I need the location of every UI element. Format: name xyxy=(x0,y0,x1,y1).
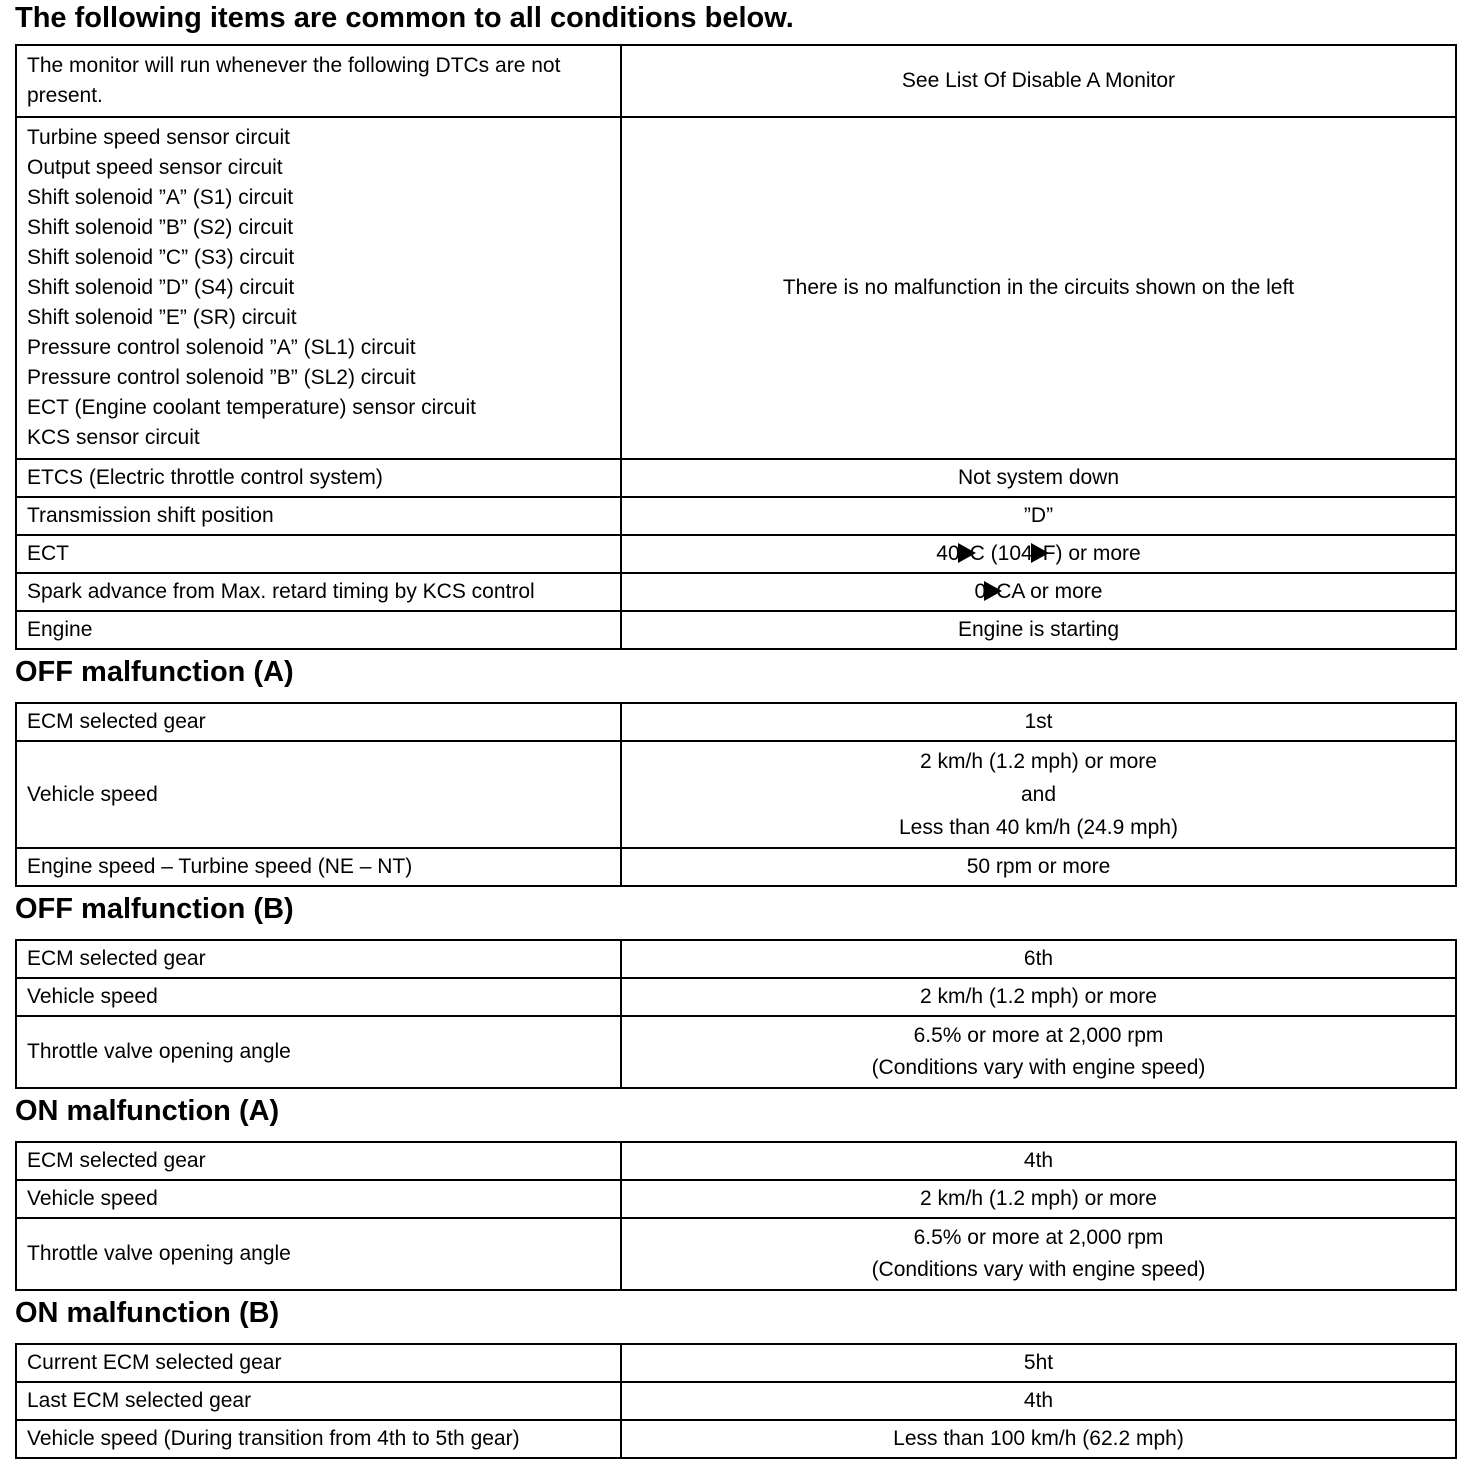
table-row xyxy=(16,1344,1456,1382)
condition-label: Spark advance from Max. retard timing by KCS control xyxy=(16,573,621,611)
condition-label: Current ECM selected gear xyxy=(16,1344,621,1382)
condition-value: 5ht xyxy=(621,1344,1456,1382)
value-part: CA or more xyxy=(996,580,1103,603)
table-row xyxy=(16,703,1456,741)
value-line: (Conditions vary with engine speed) xyxy=(871,1258,1206,1281)
condition-label: The monitor will run whenever the following DTCs are not present. xyxy=(16,45,621,117)
condition-value xyxy=(621,535,1456,573)
condition-value: 4th xyxy=(621,1142,1456,1180)
table-row xyxy=(16,611,1456,649)
value-line: 6.5% or more at 2,000 rpm xyxy=(913,1226,1164,1249)
dtc-circuit-list xyxy=(16,117,621,459)
condition-value: 50 rpm or more xyxy=(621,848,1456,886)
condition-value: 2 km/h (1.2 mph) or more xyxy=(621,978,1456,1016)
list-item: Shift solenoid ”B” (S2) circuit xyxy=(27,216,294,239)
off-malfunction-b-table xyxy=(15,939,1457,1089)
off-malfunction-b-title: OFF malfunction (B) xyxy=(15,893,294,925)
table-row xyxy=(16,1218,1456,1290)
condition-label: Vehicle speed xyxy=(16,978,621,1016)
list-item: Shift solenoid ”C” (S3) circuit xyxy=(27,246,295,269)
value-line: (Conditions vary with engine speed) xyxy=(871,1056,1206,1079)
list-item: Shift solenoid ”A” (S1) circuit xyxy=(27,186,294,209)
condition-label: Engine speed – Turbine speed (NE – NT) xyxy=(16,848,621,886)
condition-value: 4th xyxy=(621,1382,1456,1420)
list-item: ECT (Engine coolant temperature) sensor circuit xyxy=(27,396,476,419)
table-row xyxy=(16,573,1456,611)
condition-value: Less than 100 km/h (62.2 mph) xyxy=(621,1420,1456,1458)
condition-label: Vehicle speed xyxy=(16,741,621,848)
condition-label: Vehicle speed xyxy=(16,1180,621,1218)
condition-label: ECM selected gear xyxy=(16,703,621,741)
table-row xyxy=(16,497,1456,535)
value-part: F) or more xyxy=(1042,542,1141,565)
condition-value: ”D” xyxy=(621,497,1456,535)
on-malfunction-b-table xyxy=(15,1343,1457,1459)
table-row xyxy=(16,535,1456,573)
condition-value xyxy=(621,1016,1456,1088)
list-item: KCS sensor circuit xyxy=(27,426,200,449)
table-row xyxy=(16,1382,1456,1420)
condition-label: ETCS (Electric throttle control system) xyxy=(16,459,621,497)
condition-label: ECM selected gear xyxy=(16,940,621,978)
table-row xyxy=(16,741,1456,848)
list-item: Pressure control solenoid ”A” (SL1) circuit xyxy=(27,336,416,359)
condition-label: Throttle valve opening angle xyxy=(16,1218,621,1290)
condition-label: Last ECM selected gear xyxy=(16,1382,621,1420)
value-line: 2 km/h (1.2 mph) or more xyxy=(920,750,1157,773)
condition-value: 6th xyxy=(621,940,1456,978)
condition-label: Transmission shift position xyxy=(16,497,621,535)
condition-value xyxy=(621,573,1456,611)
value-part: 0 xyxy=(974,580,987,603)
list-item: Shift solenoid ”E” (SR) circuit xyxy=(27,306,297,329)
list-item: Turbine speed sensor circuit xyxy=(27,126,291,149)
table-row xyxy=(16,459,1456,497)
value-part: 40 xyxy=(936,542,960,565)
condition-label: ECM selected gear xyxy=(16,1142,621,1180)
table-row xyxy=(16,45,1456,117)
condition-value: There is no malfunction in the circuits shown on the left xyxy=(621,117,1456,459)
list-item: Pressure control solenoid ”B” (SL2) circuit xyxy=(27,366,416,389)
on-malfunction-b-title: ON malfunction (B) xyxy=(15,1297,280,1329)
off-malfunction-a-table xyxy=(15,702,1457,887)
table-row xyxy=(16,1142,1456,1180)
condition-value: Not system down xyxy=(621,459,1456,497)
value-line: 6.5% or more at 2,000 rpm xyxy=(913,1024,1164,1047)
condition-value: 1st xyxy=(621,703,1456,741)
condition-label: Engine xyxy=(16,611,621,649)
common-conditions-table xyxy=(15,44,1457,650)
value-line: and xyxy=(1020,783,1057,806)
table-row xyxy=(16,978,1456,1016)
table-row xyxy=(16,117,1456,459)
list-item: Output speed sensor circuit xyxy=(27,156,283,179)
value-line: Less than 40 km/h (24.9 mph) xyxy=(899,816,1178,839)
list-item: Shift solenoid ”D” (S4) circuit xyxy=(27,276,295,299)
condition-value xyxy=(621,741,1456,848)
table-row xyxy=(16,1180,1456,1218)
table-row xyxy=(16,1420,1456,1458)
on-malfunction-a-table xyxy=(15,1141,1457,1291)
condition-label: Throttle valve opening angle xyxy=(16,1016,621,1088)
condition-value: 2 km/h (1.2 mph) or more xyxy=(621,1180,1456,1218)
off-malfunction-a-title: OFF malfunction (A) xyxy=(15,656,294,688)
document-page xyxy=(15,0,1455,1459)
condition-label: ECT xyxy=(16,535,621,573)
value-part: C (104 xyxy=(969,542,1033,565)
common-conditions-title: The following items are common to all conditions below. xyxy=(15,2,794,34)
condition-value: Engine is starting xyxy=(621,611,1456,649)
table-row xyxy=(16,1016,1456,1088)
condition-value: See List Of Disable A Monitor xyxy=(621,45,1456,117)
table-row xyxy=(16,940,1456,978)
condition-label: Vehicle speed (During transition from 4th to 5th gear) xyxy=(16,1420,621,1458)
table-row xyxy=(16,848,1456,886)
on-malfunction-a-title: ON malfunction (A) xyxy=(15,1095,280,1127)
condition-value xyxy=(621,1218,1456,1290)
